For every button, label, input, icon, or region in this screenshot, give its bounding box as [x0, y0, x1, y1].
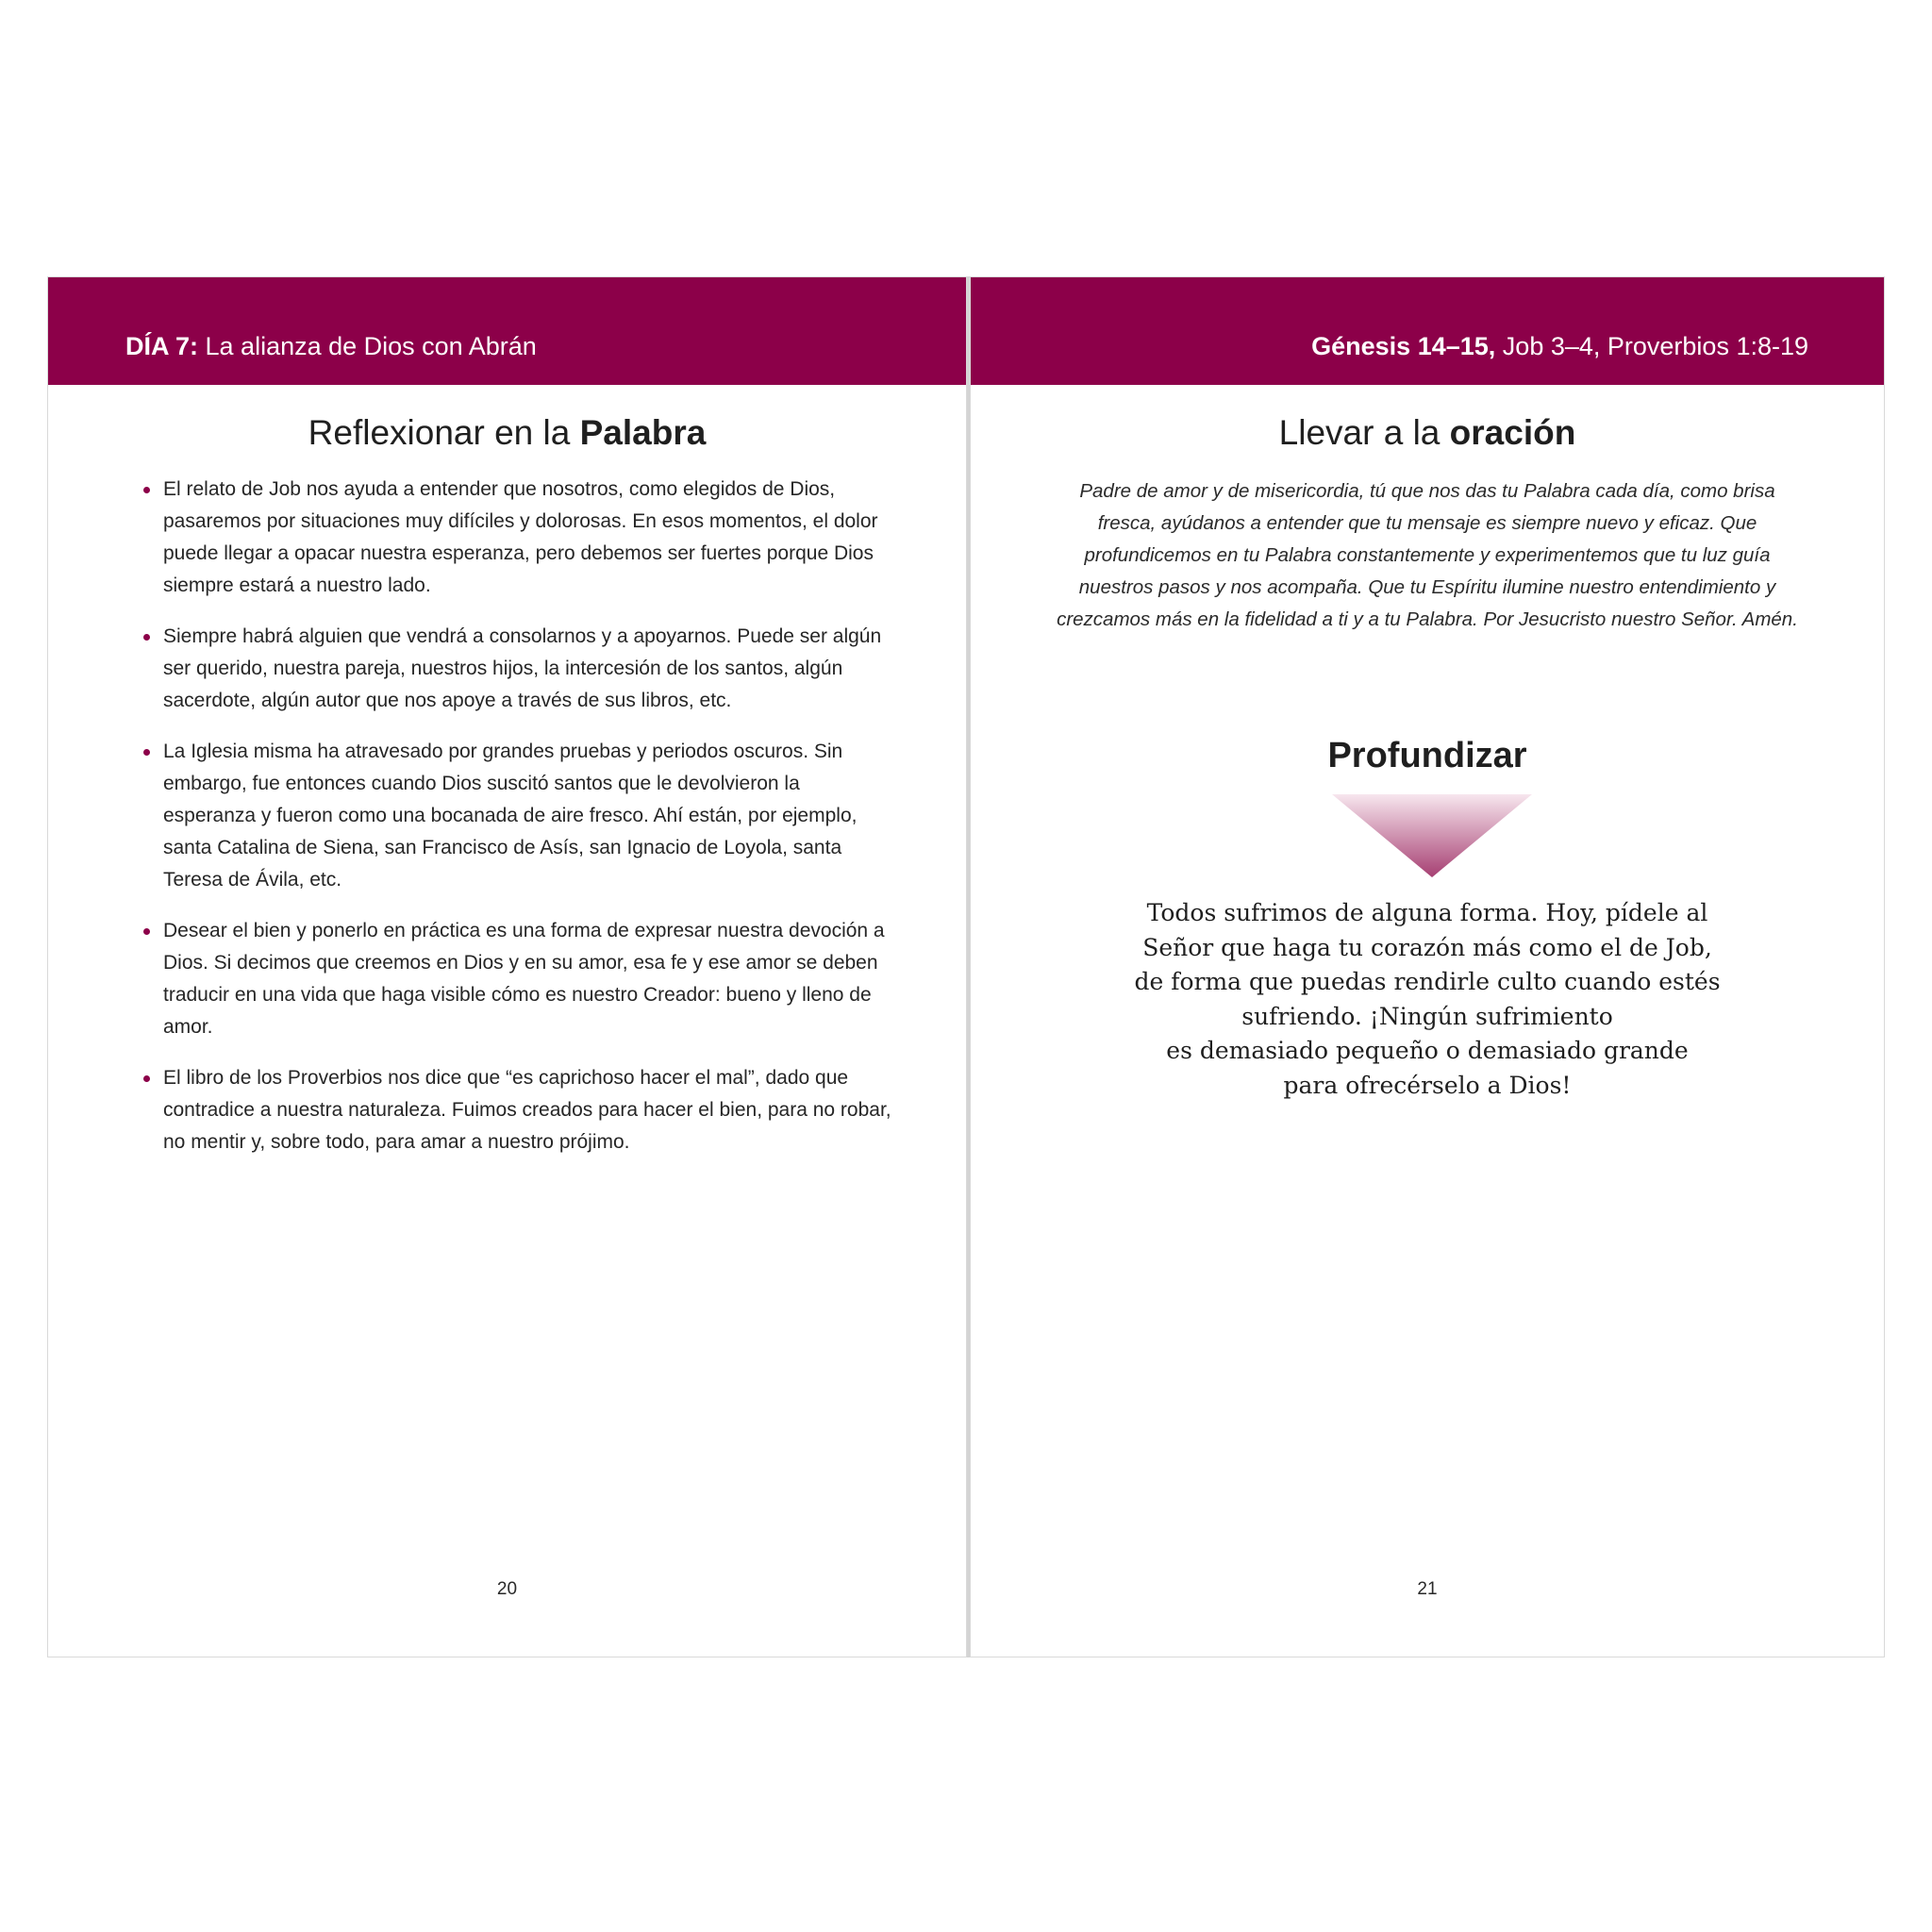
right-header-text — [1311, 332, 1808, 361]
bullet-dot-icon — [143, 928, 150, 935]
bullet-text: Siempre habrá alguien que vendrá a consolarnos y a apoyarnos. Puede ser algún ser querido, nuestra pareja, nuestros hijos, la intercesión de los santos, algún sacerdote, algún autor que nos apoye a través de sus libros, etc. — [163, 625, 882, 711]
prayer-heading — [971, 413, 1884, 453]
bullet-text: El relato de Job nos ayuda a entender que nosotros, como elegidos de Dios, pasaremos por situaciones muy difíciles y dolorosas. En esos momentos, el dolor puede llegar a opacar nuestra esperanza, pero debemos ser fuertes porque Dios siempre estará a nuestro lado. — [163, 478, 878, 596]
reflect-heading — [48, 413, 966, 453]
deepen-heading: Profundizar — [1327, 736, 1527, 775]
bullet-text: Desear el bien y ponerlo en práctica es una forma de expresar nuestra devoción a Dios. Si decimos que creemos en Dios y en su amor, esa fe y ese amor se deben traducir en una vida que haga visible cómo es nuestro Creador: bueno y lleno de amor. — [163, 920, 885, 1038]
page-number-left: 20 — [496, 1579, 518, 1599]
bullet-item — [142, 1062, 897, 1158]
reflection-line: Todos sufrimos de alguna forma. Hoy, pídele al — [1146, 899, 1708, 926]
bullet-item — [142, 915, 897, 1043]
triangle-down-icon — [1332, 794, 1532, 877]
day-label: DÍA 7: — [125, 332, 199, 360]
reflect-heading-normal: Reflexionar en la — [308, 413, 580, 452]
reflection-text — [1065, 896, 1790, 1103]
bullet-text: La Iglesia misma ha atravesado por grandes pruebas y periodos oscuros. Sin embargo, fue entonces cuando Dios suscitó santos que le devolvieron la esperanza y fueron como una bocanada de aire fresco. Ahí están, por ejemplo, santa Catalina de Siena, san Francisco de Asís, san Ignacio de Loyola, santa Teresa de Ávila, etc. — [163, 741, 858, 891]
left-header-band — [48, 277, 966, 385]
left-page — [47, 276, 967, 1657]
bullet-item — [142, 621, 897, 717]
day-title: La alianza de Dios con Abrán — [198, 332, 537, 360]
prayer-heading-bold: oración — [1449, 413, 1576, 452]
reflection-line: Señor que haga tu corazón más como el de Job, — [1142, 933, 1712, 961]
bullet-dot-icon — [143, 1075, 150, 1082]
right-page — [970, 276, 1885, 1657]
reflection-line: para ofrecérselo a Dios! — [1283, 1071, 1572, 1099]
prayer-text: Padre de amor y de misericordia, tú que nos das tu Palabra cada día, como brisa fresca, ayúdanos a entender que tu mensaje es siempre nuevo y eficaz. Que profundicemos en tu Palabra constantemente y experimentemos que tu luz guía nuestros pasos y nos acompaña. Que tu Espíritu ilumine nuestro entendimiento y crezcamos más en la fidelidad a ti y a tu Palabra. Por Jesucristo nuestro Señor. Amén. — [1057, 480, 1798, 630]
triangle-svg — [1332, 794, 1532, 877]
bullet-item — [142, 736, 897, 896]
bullet-item — [142, 474, 897, 602]
reading-ref-rest: Job 3–4, Proverbios 1:8-19 — [1495, 332, 1808, 360]
bullet-text: El libro de los Proverbios nos dice que “es caprichoso hacer el mal”, dado que contradice a nuestra naturaleza. Fuimos creados para hacer el bien, para no robar, no mentir y, sobre todo, para amar a nuestro prójimo. — [163, 1067, 891, 1153]
page-number-right: 21 — [1417, 1579, 1438, 1599]
reflect-heading-bold: Palabra — [579, 413, 707, 452]
bullet-dot-icon — [143, 749, 150, 756]
bullet-dot-icon — [143, 487, 150, 493]
reflection-bullet-list — [142, 474, 897, 1177]
reading-ref-bold: Génesis 14–15, — [1311, 332, 1496, 360]
reflection-line: sufriendo. ¡Ningún sufrimiento — [1241, 1002, 1613, 1030]
right-header-band — [971, 277, 1884, 385]
left-header-text — [125, 332, 537, 361]
reflection-line: de forma que puedas rendirle culto cuando estés — [1134, 968, 1721, 995]
reflection-line: es demasiado pequeño o demasiado grande — [1166, 1037, 1689, 1064]
bullet-dot-icon — [143, 634, 150, 641]
prayer-heading-normal: Llevar a la — [1278, 413, 1450, 452]
